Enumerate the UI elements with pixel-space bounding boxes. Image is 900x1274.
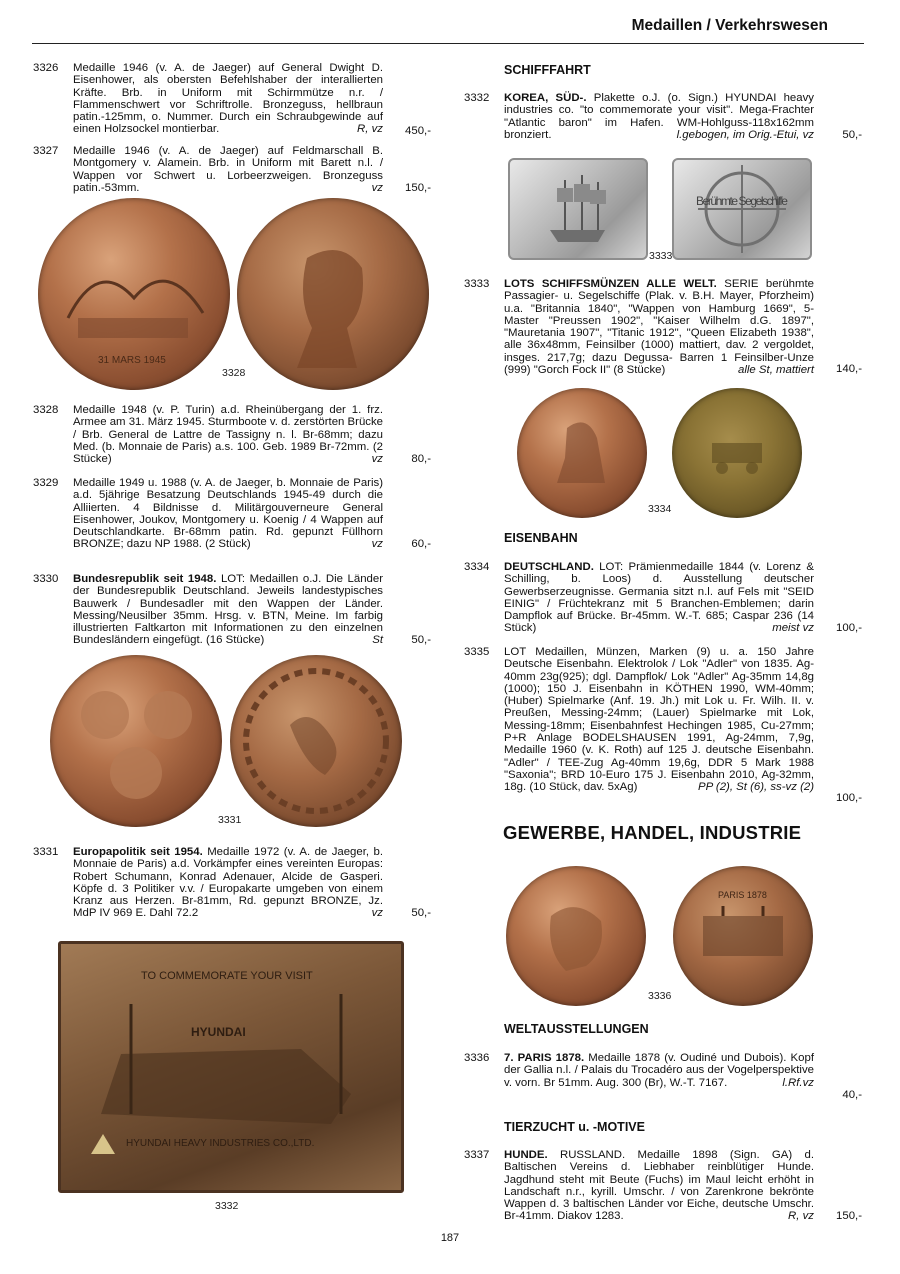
lot-number: 3334 [464, 561, 490, 573]
lot-text: Medaille 1946 (v. A. de Jaeger) auf General Dwight D. Eisenhower, als obersten Befehlshaber der interallierten Kräfte. Brb. in Uniform mit Schirmmütze n.r. / Flammenschwert vor Schriftrolle. Bronzeguss, hellbraun patin.-125mm, o. Nummer. Durch ein Schraubgewinde auf einen Holzsockel montierbar. [73, 62, 383, 136]
lot-3331 [33, 846, 433, 921]
lot-price: 60,- [411, 538, 431, 550]
lot-number: 3328 [33, 404, 59, 416]
lot-description [504, 561, 814, 635]
caption-3333: 3333 [649, 250, 673, 262]
lot-description [504, 92, 814, 141]
lot-price: 50,- [411, 634, 431, 646]
caption-3328: 3328 [222, 367, 246, 379]
medal-image-trocadero [673, 866, 813, 1006]
lot-description [73, 62, 383, 136]
plaque-hyundai-engraving [61, 944, 401, 1190]
lot-number: 3329 [33, 477, 59, 489]
lot-3334 [464, 561, 864, 636]
ships-wheel-engraving [674, 160, 810, 258]
lot-price: 150,- [405, 182, 431, 194]
plaque-brand-text: HYUNDAI [191, 1025, 246, 1039]
medal-three-heads [50, 655, 222, 827]
lot-heading: 7. PARIS 1878. [504, 1052, 585, 1064]
lot-grade: R, vz [788, 1210, 814, 1223]
lot-number: 3336 [464, 1052, 490, 1064]
medal-heart-wreath [230, 655, 402, 827]
lot-text: Plakette o.J. (o. Sign.) HYUNDAI heavy industries co. "to commemorate your visit". Mega-Frachter "Atlantic baron" im Hafen. WM-Hohlguss-118x162mm bronziert. [504, 92, 814, 141]
page-header-title: Medaillen / Verkehrswesen [631, 17, 828, 34]
lot-number: 3330 [33, 573, 59, 585]
lot-text: RUSSLAND. Medaille 1898 (Sign. GA) d. Baltischen Vereins d. Liebhaber reinblütiger Hunde. Jagdhund steht mit Beute (Fuchs) im Maul leicht erhöht in Landschaft n.r., kyrill. Umschr. / von Zarenkrone bekrönte Wappen d. 3 baltischen Länder vor Eiche, deutsche Umschr. Br-41mm. Diakov 1283. [504, 1149, 814, 1223]
lot-grade: meist vz [772, 622, 814, 635]
lot-description [504, 646, 814, 794]
lot-text: LOT: Prämienmedaille 1844 (v. Lorenz & Schilling, b. Loos) d. Ausstellung deutscher Gewerbserzeugnisse. Germania sitzt n.l. auf Fels mit "SEID EINIG" / Früchtekranz mit 5 Branchen-Emblemen; darin Dampflok auf Brücke. Br-45mm. W.-T. 685; Caspar 236 (14 Stück) [504, 561, 814, 635]
lot-3337 [464, 1149, 864, 1224]
lot-heading: HUNDE. [504, 1149, 548, 1161]
lot-description [73, 404, 383, 465]
section-schifffahrt: SCHIFFFAHRT [504, 63, 591, 77]
lot-heading: KOREA, SÜD-. [504, 92, 587, 104]
lot-grade: vz [371, 453, 383, 466]
lot-grade: vz [371, 181, 383, 194]
lot-3327 [33, 145, 433, 195]
lot-description [504, 278, 814, 376]
lot-text: LOT: Medaillen o.J. Die Länder der Bundesrepublik Deutschland. Jeweils landestypisches Bauwerk / Bundesadler mit den Wappen der Länder. Messing/Neusilber 35mm. Hrsg. v. BTN, Meine. Im farbig illustrierten Faltkarton mit Informationen zu den einzelnen Bundesländern eingefügt. (16 Stücke) [73, 573, 383, 647]
medal-image-rhine-crossing [38, 198, 230, 390]
section-tierzucht: TIERZUCHT u. -MOTIVE [504, 1120, 645, 1134]
lot-price: 140,- [836, 363, 862, 375]
medal-image-europe-map [230, 655, 402, 827]
germania-engraving [517, 388, 647, 518]
lot-price: 40,- [842, 1089, 862, 1101]
lot-text: LOT Medaillen, Münzen, Marken (9) u. a. 150 Jahre Deutsche Eisenbahn. Elektrolok / Lok "Adler" von 1835. Ag-40mm 23g(925); dgl. Dampflok/ Lok "Adler" Ag-35mm 14,8g (1000); 150 J. Eisenbahn in KÖTHEN 1990, WM-40mm; (Huber) Spielmarke (Anf. 19. Jh.) mit Lok u. Fr. Wilh. II. v. Preußen, Messing-24mm; (Lauer) Spielmarke mit Lok, Messing-18mm; Eisenbahnfest Hechingen 1985, Cu-27mm; P+R Anlage BODELSHAUSEN 1991, Ag-24mm, 7,9g, Medaille 1960 (v. K. Roth) auf 125 J. deutsche Eisenbahn. "Adler" / TEE-Zug Ag-40mm 19,6g, DDR 5 Mark 1988 "Saxonia"; BRD 10-Euro 175 J. Eisenbahn 2010, Ag-32mm, 18g. (10 Stück, dav. 5xAg) [504, 646, 814, 794]
lot-price: 50,- [842, 129, 862, 141]
plaque-silver-text: Berühmte Segelschiffe [696, 194, 788, 208]
lot-heading: LOTS SCHIFFSMÜNZEN ALLE WELT. [504, 278, 717, 290]
section-gewerbe-handel-industrie: GEWERBE, HANDEL, INDUSTRIE [503, 822, 802, 843]
lot-number: 3333 [464, 278, 490, 290]
lot-price: 450,- [405, 125, 431, 137]
lot-text: Medaille 1949 u. 1988 (v. A. de Jaeger, b. Monnaie de Paris) a.d. 5jährige Besatzung Deutschlands 1945-49 durch die Alliierten. 4 Bildnisse d. Militärgouverneure General Eisenhower, Joukov, Montgomery u. Koenig / 4 Wappen auf Deutschlandkarte. Br-68mm patin. Rd. gepunzt Füllhorn BRONZE; dazu NP 1988. (2 Stück) [73, 477, 383, 551]
lot-text: Medaille 1946 (v. A. de Jaeger) auf Feldmarschall B. Montgomery v. Alamein. Brb. in Uniform mit Barett n.l. / Wappen vor Schwert u. Lorbeerzweigen. Bronzeguss patin.-53mm. [73, 145, 383, 194]
section-weltausstellungen: WELTAUSSTELLUNGEN [504, 1022, 649, 1036]
medal-date-text: 31 MARS 1945 [98, 355, 166, 366]
lot-description [504, 1149, 814, 1223]
medal-rhine-engraving [38, 198, 230, 390]
plaque-bottom-text: HYUNDAI HEAVY INDUSTRIES CO.,LTD. [126, 1138, 315, 1149]
lot-description [73, 145, 383, 194]
lot-number: 3326 [33, 62, 59, 74]
lot-3336 [464, 1052, 864, 1102]
lot-number: 3337 [464, 1149, 490, 1161]
caption-3332: 3332 [215, 1200, 239, 1212]
lot-grade: vz [371, 907, 383, 920]
lot-grade: l.Rf.vz [782, 1076, 814, 1089]
plaque-image-beruehmte-segelschiffe [672, 158, 812, 260]
lot-price: 150,- [836, 1210, 862, 1222]
medal-paris-text: PARIS 1878 [718, 890, 767, 900]
lot-heading: Bundesrepublik seit 1948. [73, 573, 217, 585]
medal-image-germania [517, 388, 647, 518]
lot-description [504, 1052, 814, 1089]
lot-3332 [464, 92, 864, 142]
lot-3330 [33, 573, 433, 648]
section-eisenbahn: EISENBAHN [504, 531, 578, 545]
trocadero-engraving [673, 866, 813, 1006]
lot-3326 [33, 62, 433, 138]
caption-3334: 3334 [648, 503, 672, 515]
page-number: 187 [440, 1232, 460, 1244]
plaque-image-hyundai [58, 941, 404, 1193]
sailing-ship-engraving [510, 160, 646, 258]
locomotive-engraving [672, 388, 802, 518]
lot-3335 [464, 646, 864, 806]
lot-number: 3335 [464, 646, 490, 658]
plaque-top-text: TO COMMEMORATE YOUR VISIT [141, 970, 313, 982]
lot-grade: vz [371, 538, 383, 551]
lot-3333 [464, 278, 864, 378]
lot-number: 3331 [33, 846, 59, 858]
lot-grade: PP (2), St (6), ss-vz (2) [697, 781, 814, 794]
medal-portrait-engraving [237, 198, 429, 390]
lot-price: 100,- [836, 792, 862, 804]
lot-grade: alle St, mattiert [738, 364, 814, 377]
medal-image-locomotive [672, 388, 802, 518]
caption-3331: 3331 [218, 814, 242, 826]
lot-description [73, 846, 383, 920]
medal-image-gallia-head [506, 866, 646, 1006]
header-divider [32, 43, 864, 44]
lot-3328 [33, 404, 433, 466]
lot-price: 100,- [836, 622, 862, 634]
gallia-head-engraving [506, 866, 646, 1006]
lot-price: 80,- [411, 453, 431, 465]
lot-grade: R, vz [357, 123, 383, 136]
lot-text: SERIE berühmte Passagier- u. Segelschiffe (Plak. v. B.H. Mayer, Pforzheim) u.a. "Britannia 1840", "Wappen von Hamburg 1669", 5-Master "Preussen 1902", "Kaiser Wilhelm d.G. 1897", "Mauretania 1907", "Titanic 1912", "Queen Elizabeth 1938", alle 36x48mm, Feinsilber (1000) mattiert, dav. 2 vergoldet, insges. 217,7g; dazu Degussa- Barren 1 Feinsilber-Unze (999) "Gorch Fock II" (8 Stücke) [504, 278, 814, 377]
lot-heading: Europapolitik seit 1954. [73, 846, 203, 858]
medal-image-europe-founders [50, 655, 222, 827]
lot-price: 50,- [411, 907, 431, 919]
lot-description [73, 477, 383, 551]
lot-heading: DEUTSCHLAND. [504, 561, 594, 573]
lot-number: 3332 [464, 92, 490, 104]
caption-3336: 3336 [648, 990, 672, 1002]
medal-image-de-lattre [237, 198, 429, 390]
lot-grade: l.gebogen, im Orig.-Etui, vz [676, 128, 814, 141]
lot-text: Medaille 1878 (v. Oudiné und Dubois). Kopf der Gallia n.l. / Palais du Trocadéro aus der Vogelperspektive v. vorn. Br 51mm. Aug. 300 (Br), W.-T. 7167. [504, 1052, 814, 1089]
lot-text: Medaille 1948 (v. P. Turin) a.d. Rheinübergang der 1. frz. Armee am 31. März 1945. Sturmboote v. d. zerstörten Brücke / Brb. General de Lattre de Tassigny n. l. Br-68mm; dazu Med. (b. Monnaie de Paris) a.s. 100. Geb. 1989 Br-72mm. (2 Stücke) [73, 404, 383, 466]
lot-number: 3327 [33, 145, 59, 157]
lot-text: Medaille 1972 (v. A. de Jaeger, b. Monnaie de Paris) a.d. Vorkämpfer eines vereinten Europas: Robert Schumann, Konrad Adenauer, Alcide de Gasperi. Köpfe d. 3 Politiker v.v. / Europakarte umgeben von einem Kranz aus Herzen. Br-81mm, Rd. gepunzt BRONZE, Jz. MdP IV 969 E. Dahl 72.2 [73, 846, 383, 920]
plaque-image-sailing-ship [508, 158, 648, 260]
lot-3329 [33, 477, 433, 552]
lot-description [73, 573, 383, 647]
lot-grade: St [372, 634, 383, 647]
